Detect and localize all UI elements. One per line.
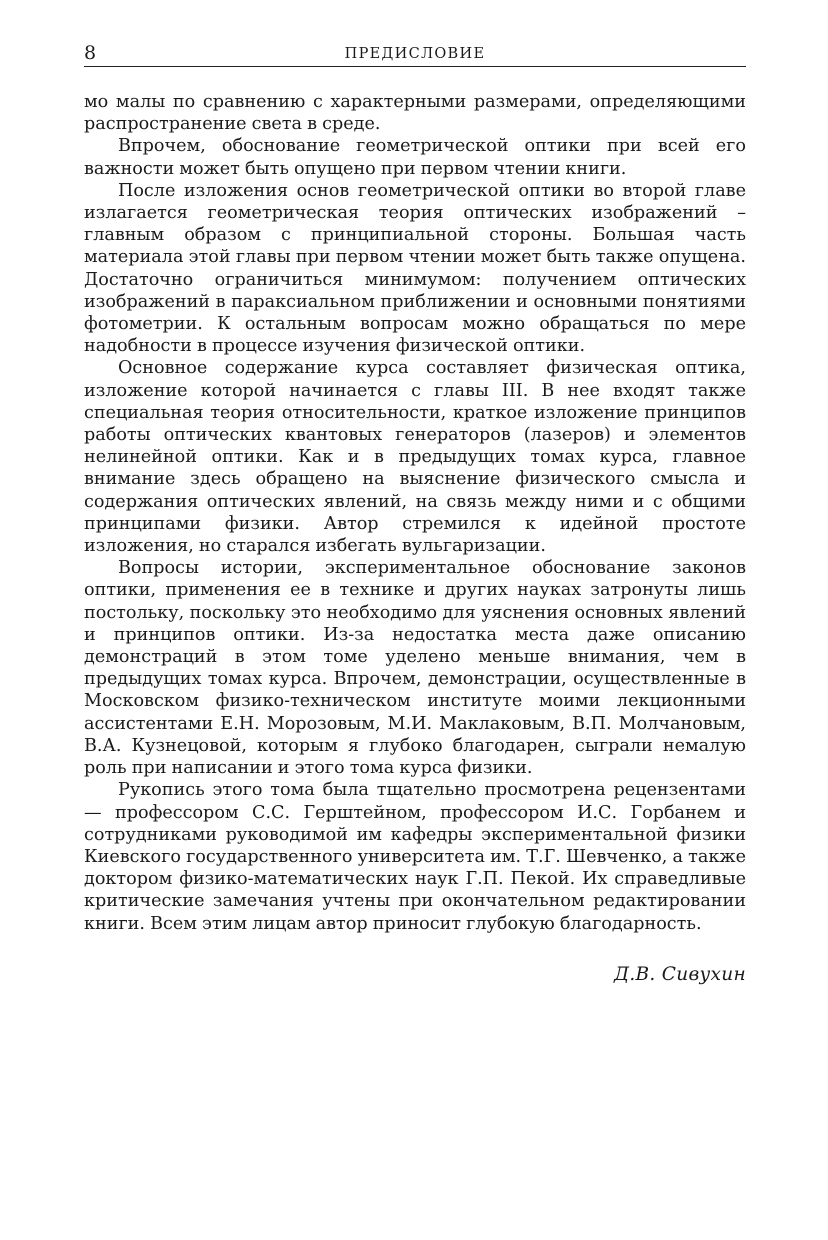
paragraph: Вопросы истории, экспериментальное обоснование законов оптики, применения ее в технике и других науках затронуты лишь постольку, поскольку это необходимо для уяснения основных явлений и принципов оптики. Из-за недостатка места даже описанию демонстраций в этом томе уделено меньше внимания, чем в предыдущих томах курса. Впрочем, демонстрации, осуществленные в Московском физико-техническом институте моими лекционными ассистентами Е.Н. Морозовым, М.И. Маклаковым, В.П. Молчановым, В.А. Кузнецовой, которым я глубоко благодарен, сыграли немалую роль при написании и этого тома курса физики. [84,558,746,779]
paragraph-continuation: мо малы по сравнению с характерными размерами, определяющими распространение света в среде. [84,92,746,135]
book-page [84,40,746,987]
running-title: ПРЕДИСЛОВИЕ [344,46,486,62]
paragraph: Рукопись этого тома была тщательно просмотрена рецензентами — профессором С.С. Герштейном, профессором И.С. Горбанем и сотрудниками руководимой им кафедры экспериментальной физики Киевского государственного университета им. Т.Г. Шевченко, а также доктором физико-математических наук Г.П. Пекой. Их справедливые критические замечания учтены при окончательном редактировании книги. Всем этим лицам автор приносит глубокую благодарность. [84,780,746,934]
body-text [84,91,746,935]
paragraph: После изложения основ геометрической оптики во второй главе излагается геометрическая теория оптических изображений – главным образом с принципиальной стороны. Большая часть материала этой главы при первом чтении может быть также опущена. Достаточно ограничиться минимумом: получением оптических изображений в параксиальном приближении и основными понятиями фотометрии. К остальным вопросам можно обращаться по мере надобности в процессе изучения физической оптики. [84,180,746,357]
running-head [84,40,746,67]
author-signature: Д.В. Сивухин [614,963,746,985]
paragraph: Впрочем, обоснование геометрической оптики при всей его важности может быть опущено при первом чтении книги. [84,136,746,179]
page-number: 8 [84,42,97,64]
paragraph: Основное содержание курса составляет физическая оптика, изложение которой начинается с главы III. В нее входят также специальная теория относительности, краткое изложение принципов работы оптических квантовых генераторов (лазеров) и элементов нелинейной оптики. Как и в предыдущих томах курса, главное внимание здесь обращено на выяснение физического смысла и содержания оптических явлений, на связь между ними и с общими принципами физики. Автор стремился к идейной простоте изложения, но старался избегать вульгаризации. [84,358,746,557]
